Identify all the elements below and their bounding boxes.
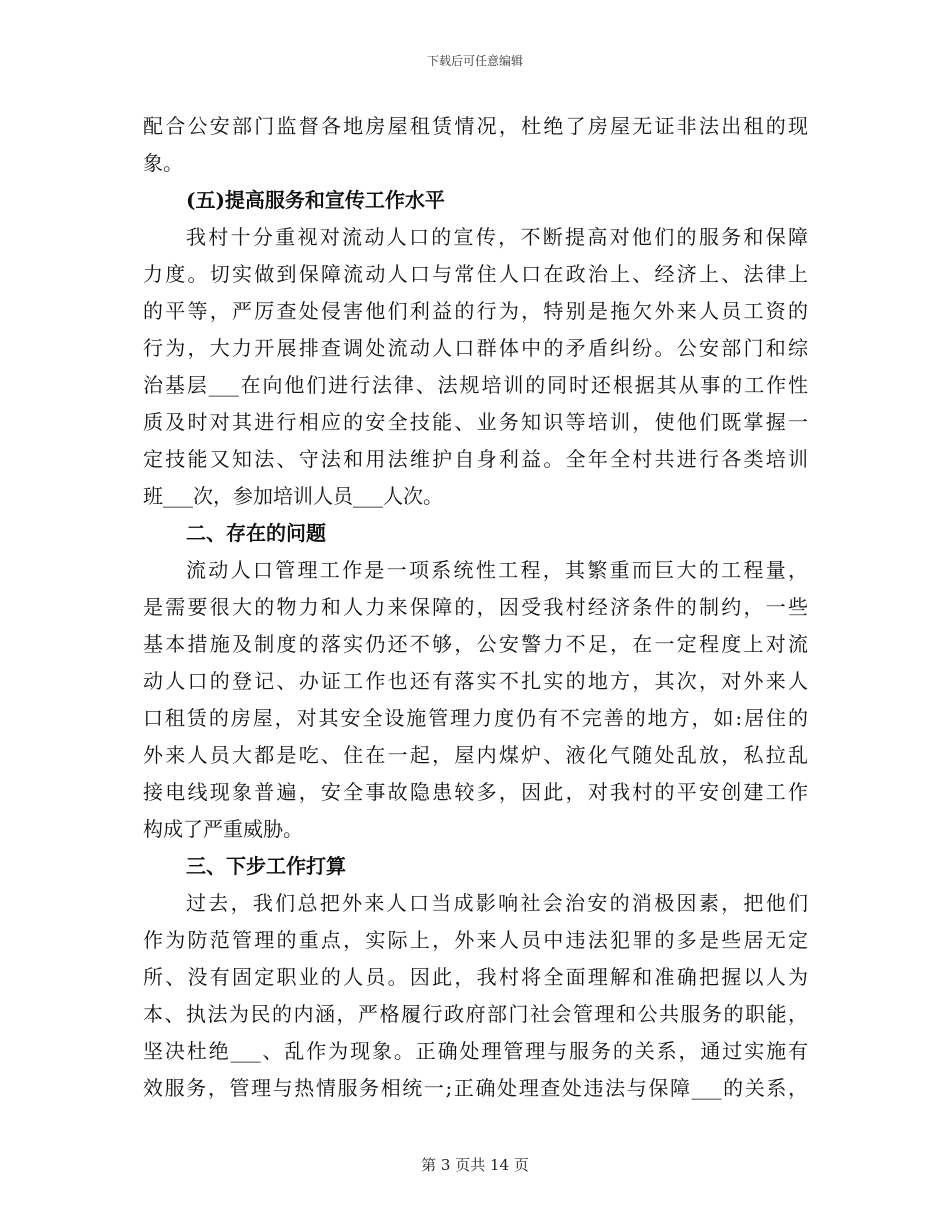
- text-line: 外来人员大都是吃、住在一起，屋内煤炉、液化气随处乱放，私拉乱: [143, 743, 808, 767]
- text-line: 接电线现象普遍，安全事故隐患较多，因此，对我村的平安创建工作: [143, 780, 808, 804]
- text-line: 我村十分重视对流动人口的宣传，不断提高对他们的服务和保障: [186, 225, 808, 249]
- page-number-footer: 第 3 页共 14 页: [421, 1156, 529, 1174]
- text-line: 力度。切实做到保障流动人口与常住人口在政治上、经济上、法律上: [143, 262, 808, 286]
- document-body: [143, 108, 808, 1107]
- text-line: 定技能又知法、守法和用法维护自身利益。全年全村共进行各类培训: [143, 447, 808, 471]
- text-line: 流动人口管理工作是一项系统性工程，其繁重而巨大的工程量，: [186, 558, 808, 582]
- section-heading: (五)提高服务和宣传工作水平: [186, 188, 445, 212]
- text-line: 口租赁的房屋，对其安全设施管理力度仍有不完善的地方，如:居住的: [143, 706, 808, 730]
- text-line: 效服务，管理与热情服务相统一;正确处理查处违法与保障___的关系，: [143, 1076, 808, 1100]
- text-line: 动人口的登记、办证工作也还有落实不扎实的地方，其次，对外来人: [143, 669, 808, 693]
- text-line: 配合公安部门监督各地房屋租赁情况，杜绝了房屋无证非法出租的现: [143, 114, 808, 138]
- text-line: 班___次，参加培训人员___人次。: [143, 484, 443, 508]
- section-heading: 二、存在的问题: [186, 521, 326, 545]
- text-line: 过去，我们总把外来人口当成影响社会治安的消极因素，把他们: [186, 891, 808, 915]
- text-line: 的平等，严厉查处侵害他们利益的行为，特别是拖欠外来人员工资的: [143, 299, 808, 323]
- text-line: 是需要很大的物力和人力来保障的，因受我村经济条件的制约，一些: [143, 595, 808, 619]
- text-line: 作为防范管理的重点，实际上，外来人员中违法犯罪的多是些居无定: [143, 928, 808, 952]
- text-line: 本、执法为民的内涵，严格履行政府部门社会管理和公共服务的职能，: [143, 1002, 808, 1026]
- text-line: 治基层___在向他们进行法律、法规培训的同时还根据其从事的工作性: [143, 373, 808, 397]
- text-line: 基本措施及制度的落实仍还不够，公安警力不足，在一定程度上对流: [143, 632, 808, 656]
- text-line: 象。: [143, 151, 183, 175]
- text-line: 坚决杜绝___、乱作为现象。正确处理管理与服务的关系，通过实施有: [143, 1039, 808, 1063]
- text-line: 所、没有固定职业的人员。因此，我村将全面理解和准确把握以人为: [143, 965, 808, 989]
- section-heading: 三、下步工作打算: [186, 854, 346, 878]
- page-header: 下载后可任意编辑: [426, 54, 523, 68]
- text-line: 质及时对其进行相应的安全技能、业务知识等培训，使他们既掌握一: [143, 410, 808, 434]
- text-line: 行为，大力开展排查调处流动人口群体中的矛盾纠纷。公安部门和综: [143, 336, 808, 360]
- text-line: 构成了严重威胁。: [143, 817, 303, 841]
